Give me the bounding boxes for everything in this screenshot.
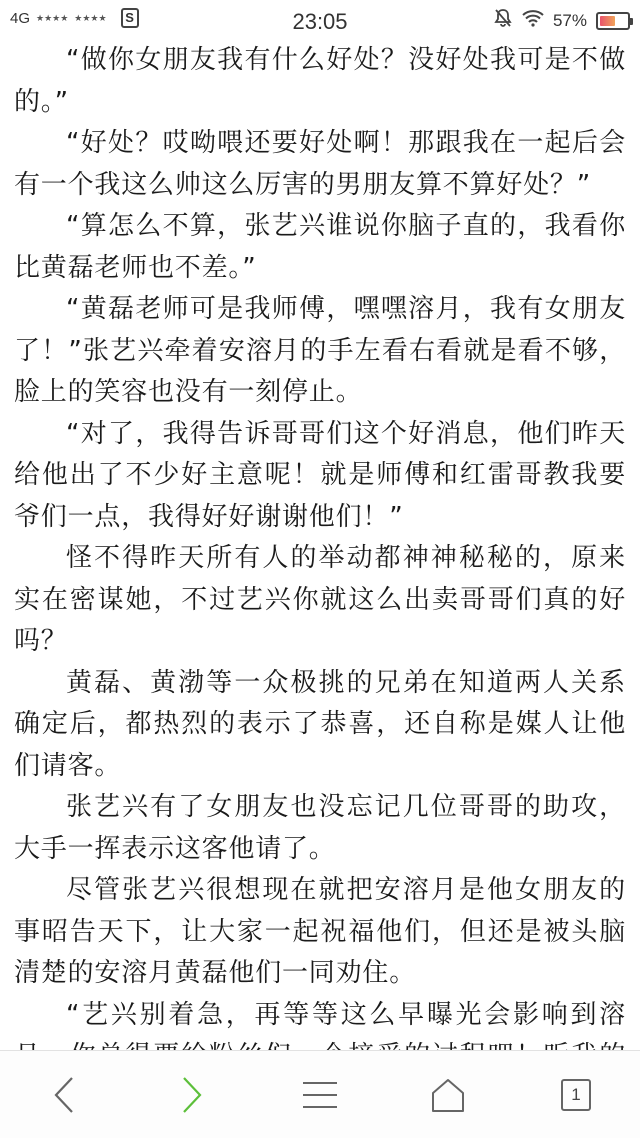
paragraph: “对了，我得告诉哥哥们这个好消息，他们昨天给他出了不少好主意呢！就是师傅和红雷哥教我要爷们一点，我得好好谢谢他们！” [14, 418, 626, 532]
status-right [493, 8, 630, 33]
home-button[interactable] [413, 1065, 483, 1125]
forward-button[interactable] [157, 1065, 227, 1125]
signal-icon-secondary: ★★★★ [74, 12, 107, 23]
back-button[interactable] [29, 1065, 99, 1125]
pages-button[interactable] [541, 1065, 611, 1125]
back-icon [52, 1075, 76, 1115]
battery-level [600, 16, 615, 26]
status-left [10, 8, 139, 28]
wifi-icon [522, 9, 544, 32]
reader-content[interactable] [14, 40, 626, 1048]
paragraph: “艺兴别着急，再等等这么早曝光会影响到溶 [66, 999, 626, 1030]
paragraph: 尽管张艺兴很想现在就把安溶月是他女朋友的事昭告天下，让大家一起祝福他们，但还是被头脑清楚的安溶月黄磊他们一同劝住。 [14, 875, 626, 988]
battery-icon [596, 12, 630, 30]
status-bar [0, 0, 640, 44]
menu-button[interactable] [285, 1065, 355, 1125]
bottom-toolbar [0, 1050, 640, 1138]
pages-icon: 1 [561, 1079, 591, 1111]
home-icon [430, 1077, 466, 1113]
clock: 23:05 [292, 9, 348, 34]
paragraph: 张艺兴有了女朋友也没忘记几位哥哥的助攻，大手一挥表示这客他请了。 [14, 792, 626, 864]
paragraph: “好处？哎呦喂还要好处啊！那跟我在一起后会有一个我这么帅这么厉害的男朋友算不算好处？” [14, 128, 626, 200]
signal-icon: ★★★★ [36, 12, 69, 23]
network-type: 4G [10, 9, 31, 27]
forward-icon [180, 1075, 204, 1115]
paragraph: “黄磊老师可是我师傅，嘿嘿溶月，我有女朋友了！”张艺兴牵着安溶月的手左看右看就是看不够，脸上的笑容也没有一刻停止。 [14, 294, 626, 407]
menu-icon [302, 1080, 338, 1110]
paragraph: 怪不得昨天所有人的举动都神神秘秘的，原来实在密谋她，不过艺兴你就这么出卖哥哥们真的好吗？ [14, 543, 626, 656]
paragraph: “算怎么不算，张艺兴谁说你脑子直的，我看你比黄磊老师也不差。” [14, 211, 626, 283]
battery-percent: 57% [552, 10, 587, 30]
paragraph: 黄磊、黄渤等一众极挑的兄弟在知道两人关系确定后，都热烈的表示了恭喜，还自称是媒人让他们请客。 [14, 667, 626, 781]
paragraph: “做你女朋友我有什么好处？没好处我可是不做的。” [14, 45, 626, 117]
mute-icon [493, 8, 513, 33]
app-notification-icon: S [121, 8, 139, 28]
